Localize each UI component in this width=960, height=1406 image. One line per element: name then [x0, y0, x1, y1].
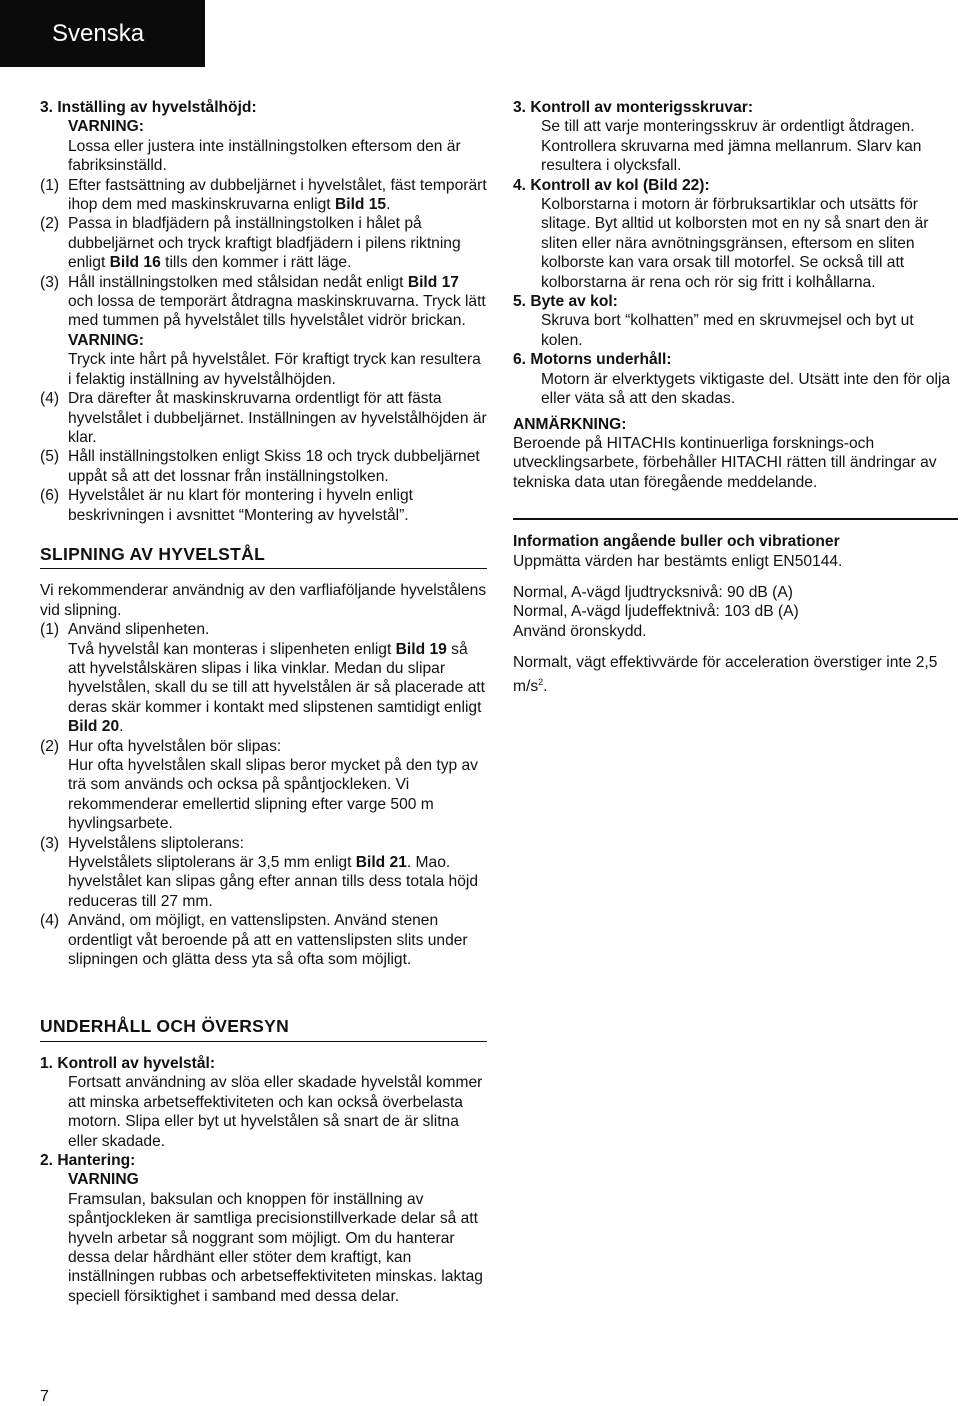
sharpen-step-3 [40, 834, 487, 912]
note-title: ANMÄRKNING: [513, 415, 627, 433]
step-number: (6) [40, 487, 60, 505]
step-text: Håll inställningstolken enligt Skiss 18 och tryck dubbeljärnet uppåt så att det lossnar från inställningstolken. [68, 448, 480, 485]
maint-1-title: 1. Kontroll av hyvelstål: [40, 1054, 216, 1072]
maint-4-text: Kolborstarna i motorn är förbruksartiklar och utsätts för slitage. Byt alltid ut kolborsten mot en ny så snart den är sliten eller nära avnötningsgränsen, eftersom en sliten kolborste kan vara orsak till motorfel. Se också till att kolborstarna är rena och rör sig fritt i kolhållarna. [541, 196, 929, 291]
warning-label: VARNING: [68, 118, 144, 136]
figure-ref: Bild 19 [395, 640, 447, 658]
warning-label: VARNING: [68, 331, 144, 349]
left-column [40, 98, 487, 1306]
step-number: (2) [40, 737, 60, 755]
noise-title: Information angående buller och vibrationer [513, 533, 840, 551]
maint-2-title: 2. Hantering: [40, 1151, 136, 1169]
maint-2-text: Framsulan, baksulan och knoppen för inställning av spåntjockleken är samtliga precisionstillverkade delar så att hyveln arbetar så noggrant som möjligt. Om du hanterar dessa delar hårdhänt eller stöter dem kraftigt, kan inställningen rubbas och arbetseffektiviteten minskas. laktag speciell försiktighet i samband med dessa delar. [68, 1190, 483, 1305]
figure-ref: Bild 15 [334, 196, 387, 214]
step-1 [40, 176, 487, 215]
noise-subtitle: Uppmätta värden har bestämts enligt EN50144. [513, 552, 843, 570]
step-text: Håll inställningstolken med stålsidan nedåt enligt [68, 273, 404, 291]
section-3-title: 3. Inställing av hyvelstålhöjd: [40, 99, 257, 116]
maint-6-text: Motorn är elverktygets viktigaste del. Utsätt inte den för olja eller väta så att den skadas. [541, 370, 951, 408]
step-text-end: . Mao. hyvelstålet kan slipas gång efter annan tills dess totala höjd reduceras till 27 mm. [68, 854, 479, 910]
figure-ref: Bild 16 [109, 254, 161, 272]
step-number: (3) [40, 834, 60, 852]
step-text-end: tills den kommer i rätt läge. [165, 254, 352, 272]
maint-2-warning: VARNING [68, 1171, 139, 1189]
step-text: Använd, om möjligt, en vattenslipsten. Använd stenen ordentligt våt beroende på att en vattenslipsten slits under slipningen och glätta dess yta så ofta som möjligt. [68, 912, 468, 969]
ear-protection: Använd öronskydd. [513, 622, 647, 640]
step-text: Passa in bladfjädern på inställningstolken i hålet på dubbeljärnet och tryck kraftigt bladfjädern i pilens riktning enligt [68, 215, 461, 272]
step-text-end: och lossa de temporärt åtdragna maskinskruvarna. Tryck lätt med tummen på hyvelstålet tills hyvelstålet vidrör brickan. [68, 293, 486, 330]
warning-text: Lossa eller justera inte inställningstolken eftersom den är fabriksinställd. [68, 137, 461, 175]
step-text-mid: så att hyvelstålskären slipas i lika vinklar. Medan du slipar hyvelstålen, skall du se till att hyvelstålen är så placerade att deras skär kommer i kontakt med slipstenen samtidigt enligt [68, 640, 485, 716]
noise-power: Normal, A-vägd ljudeffektnivå: 103 dB (A) [513, 603, 799, 621]
sharpen-step-2 [40, 737, 487, 834]
sharpen-step-1 [40, 620, 487, 736]
right-column [513, 98, 958, 696]
maint-5-text: Skruva bort “kolhatten” med en skruvmejsel och byt ut kolen. [541, 312, 914, 349]
step-3 [40, 273, 487, 331]
note-text: Beroende på HITACHIs kontinuerliga forsknings-och utvecklingsarbete, förbehåller HITACHI rätten till ändringar av tekniska data utan föregående meddelande. [513, 434, 937, 491]
step-number: (3) [40, 273, 60, 291]
step-5 [40, 447, 487, 486]
step-text-end: . [119, 718, 124, 736]
maint-3-title: 3. Kontroll av monterigsskruvar: [513, 99, 754, 116]
divider [513, 518, 958, 520]
figure-ref: Bild 21 [355, 854, 407, 872]
step-text: Hyvelstålets sliptolerans är 3,5 mm enligt [68, 854, 352, 872]
sharpening-intro: Vi rekommenderar användnig av den varfliaföljande hyvelstålens vid slipning. [40, 582, 487, 619]
vibration-end: . [543, 677, 548, 695]
section-3-warning-2 [40, 331, 487, 389]
step-text: Dra därefter åt maskinskruvarna ordentligt för att fästa hyvelstålet i dubbeljärnet. Inställningen av hyvelstålhöjden är klar. [68, 390, 487, 446]
step-text: Hur ofta hyvelstålen skall slipas beror mycket på den typ av trä som används och ocksa på spåntjockleken. Vi rekommenderar emellertid slipning efter varge 500 m hyvlingsarbete. [68, 757, 478, 833]
maint-6-title: 6. Motorns underhåll: [513, 351, 672, 369]
unit-exponent: 2 [538, 676, 544, 687]
sharpening-heading: SLIPNING AV HYVELSTÅL [40, 545, 487, 569]
step-number: (1) [40, 621, 60, 639]
step-6 [40, 486, 487, 525]
maint-1-text: Fortsatt användning av slöa eller skadade hyvelstål kommer att minska arbetseffektiviteten och kan också överbelasta motorn. Slipa eller byt ut hyvelstålen så snart de är slitna eller skadade. [68, 1074, 483, 1150]
step-number: (4) [40, 912, 60, 930]
warning-text: Tryck inte hårt på hyvelstålet. För kraftigt tryck kan resultera i felaktig inställning av hyvelstålhöjden. [68, 351, 481, 388]
figure-ref: Bild 17 [407, 273, 459, 291]
step-title: Hyvelstålens sliptolerans: [68, 834, 244, 852]
maint-3-text: Se till att varje monteringsskruv är ordentligt åtdragen. Kontrollera skruvarna med jämna mellanrum. Slarv kan resultera i olycksfall. [541, 118, 922, 175]
noise-pressure: Normal, A-vägd ljudtrycksnivå: 90 dB (A) [513, 583, 793, 601]
figure-ref: Bild 20 [68, 718, 120, 736]
step-2 [40, 214, 487, 272]
maint-5-title: 5. Byte av kol: [513, 293, 618, 311]
maint-4-title: 4. Kontroll av kol (Bild 22): [513, 176, 710, 194]
step-title: Hur ofta hyvelstålen bör slipas: [68, 737, 282, 755]
maintenance-heading: UNDERHÅLL OCH ÖVERSYN [40, 1017, 487, 1041]
page-number: 7 [40, 1388, 49, 1405]
step-4 [40, 389, 487, 447]
step-number: (5) [40, 448, 60, 466]
step-number: (1) [40, 176, 60, 194]
language-label: Svenska [52, 20, 145, 47]
step-text-end: . [386, 196, 391, 214]
step-title: Använd slipenheten. [68, 621, 210, 639]
step-text: Efter fastsättning av dubbeljärnet i hyvelstålet, fäst temporärt ihop dem med maskinskruvarna enligt [68, 176, 487, 214]
vibration-text [513, 653, 958, 696]
step-number: (4) [40, 390, 60, 408]
section-3-warning [40, 117, 487, 175]
step-text: Två hyvelstål kan monteras i slipenheten enligt [68, 640, 392, 658]
vibration-value: Normalt, vägt effektivvärde för acceleration överstiger inte 2,5 m/s [513, 654, 938, 695]
step-text: Hyvelstålet är nu klart för montering i hyveln enligt beskrivningen i avsnittet “Montering av hyvelstål”. [68, 487, 413, 524]
sharpen-step-4 [40, 911, 487, 969]
step-number: (2) [40, 215, 60, 233]
language-tab [0, 0, 205, 67]
